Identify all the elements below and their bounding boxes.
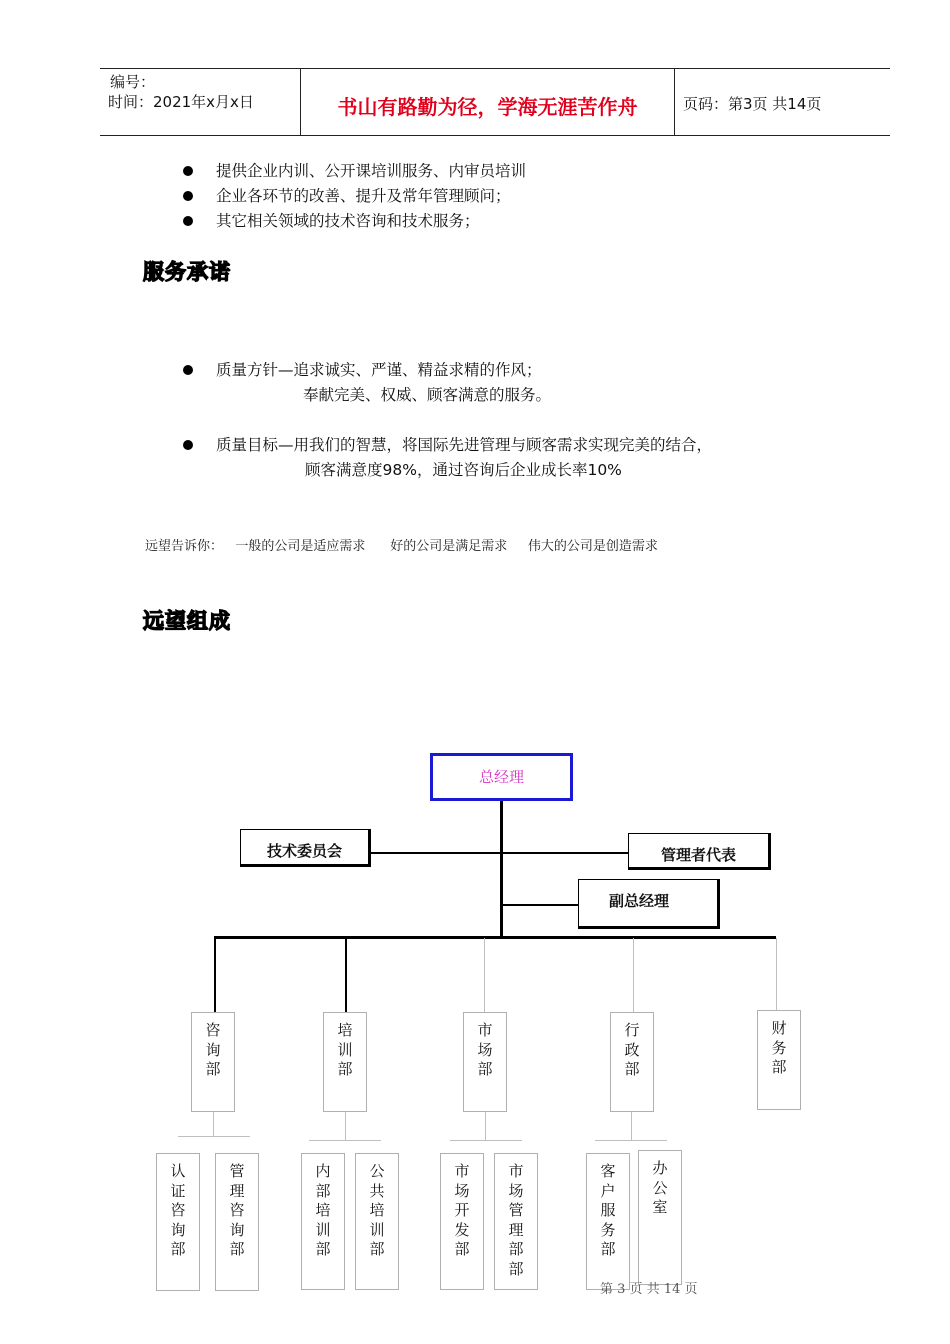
sub-department-label: 内部培训部 <box>315 1162 331 1258</box>
page-number-label: 页码：第3页 共14页 <box>683 95 822 113</box>
service-item-text: 其它相关领域的技术咨询和技术服务； <box>216 212 480 230</box>
connector-line <box>178 1136 250 1137</box>
department-label: 行政部 <box>624 1021 640 1078</box>
deputy-gm-box <box>578 879 720 929</box>
department-label: 咨询部 <box>205 1021 221 1078</box>
sub-department-label: 市场管理部部 <box>508 1162 524 1278</box>
connector-line <box>214 938 216 1013</box>
connector-line <box>776 938 777 1011</box>
sub-department-box <box>301 1153 345 1290</box>
bullet-icon <box>183 440 193 450</box>
sub-department-label: 管理咨询部 <box>229 1162 245 1258</box>
page-header <box>100 68 890 136</box>
bullet-icon <box>183 365 193 375</box>
service-item <box>216 211 480 231</box>
department-box <box>610 1012 654 1112</box>
department-box <box>757 1010 801 1110</box>
sub-department-label: 市场开发部 <box>454 1162 470 1258</box>
org-heading: 远望组成 <box>143 609 231 633</box>
connector-line <box>309 1140 381 1141</box>
sub-department-box <box>215 1153 259 1291</box>
sub-department-box <box>355 1153 399 1290</box>
department-label: 财务部 <box>771 1019 787 1076</box>
motto: 书山有路勤为径，学海无涯苦作舟 <box>337 95 638 119</box>
connector-line <box>633 938 634 1013</box>
sub-department-box <box>586 1153 630 1290</box>
department-box <box>463 1012 507 1112</box>
bullet-icon <box>183 166 193 176</box>
header-middle-cell <box>301 69 675 135</box>
connector-line <box>500 800 503 938</box>
department-label: 培训部 <box>337 1021 353 1078</box>
connector-line <box>371 852 629 854</box>
time-label: 时间：2021年x月x日 <box>108 93 254 111</box>
connector-line <box>450 1140 522 1141</box>
service-item-text: 提供企业内训、公开课培训服务、内审员培训 <box>216 162 527 180</box>
connector-line <box>595 1140 667 1141</box>
bullet-icon <box>183 191 193 201</box>
connector-line <box>502 904 578 906</box>
connector-line <box>484 938 485 1013</box>
sub-department-box <box>638 1150 682 1285</box>
quality-goal-continued: 顾客满意度98%，通过咨询后企业成长率10% <box>305 461 622 479</box>
number-label: 编号： <box>110 73 156 91</box>
connector-line <box>345 1111 346 1140</box>
company-slogan: 远望告诉你： 一般的公司是适应需求 好的公司是满足需求 伟大的公司是创造需求 <box>145 539 658 554</box>
quality-policy <box>216 360 542 380</box>
sub-department-label: 办公室 <box>652 1159 668 1216</box>
connector-line <box>485 1111 486 1140</box>
tech-committee-label: 技术委员会 <box>266 842 342 860</box>
tech-committee-box <box>240 829 371 867</box>
general-manager-box <box>430 753 573 801</box>
department-label: 市场部 <box>477 1021 493 1078</box>
commitment-heading: 服务承诺 <box>143 260 231 284</box>
sub-department-box <box>156 1153 200 1291</box>
connector-line <box>631 1111 632 1140</box>
sub-department-label: 客户服务部 <box>600 1162 616 1258</box>
service-item <box>216 161 526 181</box>
management-rep-box <box>628 833 771 870</box>
department-box <box>191 1012 235 1112</box>
quality-policy-text: 质量方针—追求诚实、严谨、精益求精的作风； <box>216 361 542 379</box>
connector-line <box>214 936 776 939</box>
quality-policy-continued: 奉献完美、权威、顾客满意的服务。 <box>303 386 552 404</box>
connector-line <box>345 938 347 1013</box>
sub-department-label: 认证咨询部 <box>170 1162 186 1258</box>
general-manager-label: 总经理 <box>478 768 524 786</box>
connector-line <box>213 1111 214 1136</box>
header-right-cell <box>675 69 890 135</box>
sub-department-box <box>440 1153 484 1290</box>
management-rep-label: 管理者代表 <box>660 846 736 864</box>
quality-goal-text: 质量目标—用我们的智慧，将国际先进管理与顾客需求实现完美的结合， <box>216 436 713 454</box>
service-item <box>216 186 511 206</box>
department-box <box>323 1012 367 1112</box>
quality-goal <box>216 435 712 455</box>
sub-department-label: 公共培训部 <box>369 1162 385 1258</box>
service-item-text: 企业各环节的改善、提升及常年管理顾问； <box>216 187 511 205</box>
page-footer: 第 3 页 共 14 页 <box>600 1282 698 1297</box>
deputy-gm-label: 副总经理 <box>609 892 670 910</box>
sub-department-box <box>494 1153 538 1290</box>
bullet-icon <box>183 216 193 226</box>
header-left-cell <box>100 69 301 135</box>
